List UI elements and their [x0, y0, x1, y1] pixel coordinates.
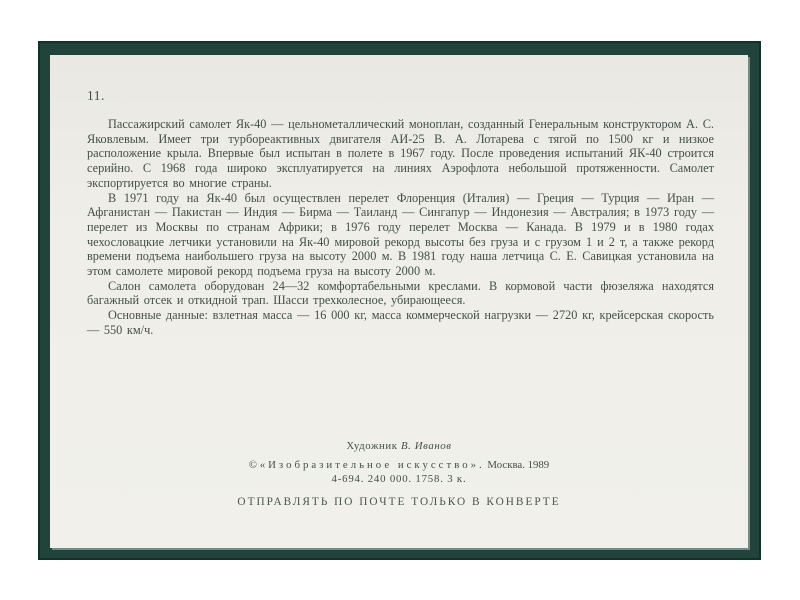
mailing-notice: ОТПРАВЛЯТЬ ПО ПОЧТЕ ТОЛЬКО В КОНВЕРТЕ	[237, 496, 561, 508]
print-code: 4-694. 240 000. 1758. 3 к.	[331, 473, 467, 485]
artist-credit	[50, 440, 748, 453]
paragraph-cabin: Салон самолета оборудован 24—32 комфортабельными креслами. В кормовой части фюзеляжа находятся багажный отсек и откидной трап. Шасси трехколесное, убирающееся.	[87, 278, 714, 308]
description-text	[87, 117, 714, 338]
postcard-frame	[38, 41, 761, 560]
artist-name: В. Иванов	[400, 440, 452, 452]
card-number: 11.	[87, 88, 105, 103]
paragraph-intro: Пассажирский самолет Як-40 — цельнометаллический моноплан, созданный Генеральным конструктором А. С. Яковлевым. Имеет три турбореактивных двигателя АИ-25 В. А. Лотарева с тягой по 1500 кг и низкое расположение крыла. Впервые был испытан в полете в 1967 году. После проведения испытаний ЯК-40 строится серийно. С 1968 года широко эксплуатируется на линиях Аэрофлота небольшой протяженности. Самолет экспортируется во многие страны.	[87, 117, 714, 190]
artist-label: Художник	[346, 440, 398, 452]
copyright-line	[50, 459, 748, 472]
publisher-city-year: Москва. 1989	[487, 459, 550, 471]
paragraph-flights-records: В 1971 году на Як-40 был осуществлен перелет Флоренция (Италия) — Греция — Турция — Иран — Афганистан — Пакистан — Индия — Бирма — Таиланд — Сингапур — Индонезия — Австралия; в 1973 году — перелет из Москвы по странам Африки; в 1976 году перелет Москва — Канада. В 1979 и в 1980 годах чехословацкие летчики установили на Як-40 мировой рекорд высоты без груза и с грузом 1 и 2 т, а также рекорд времени подъема наибольшего груза на высоту 2000 м. В 1981 году наша летчица С. Е. Савицкая установила на этом самолете мировой рекорд подъема груза на высоту 2000 м.	[87, 190, 714, 279]
copyright-icon: ©	[248, 459, 257, 471]
postcard	[50, 55, 748, 548]
paragraph-specs: Основные данные: взлетная масса — 16 000 кг, масса коммерческой нагрузки — 2720 кг, крейсерская скорость — 550 км/ч.	[87, 308, 714, 337]
publisher-name: «Изобразительное искусство».	[259, 459, 485, 471]
imprint-block	[50, 440, 748, 486]
